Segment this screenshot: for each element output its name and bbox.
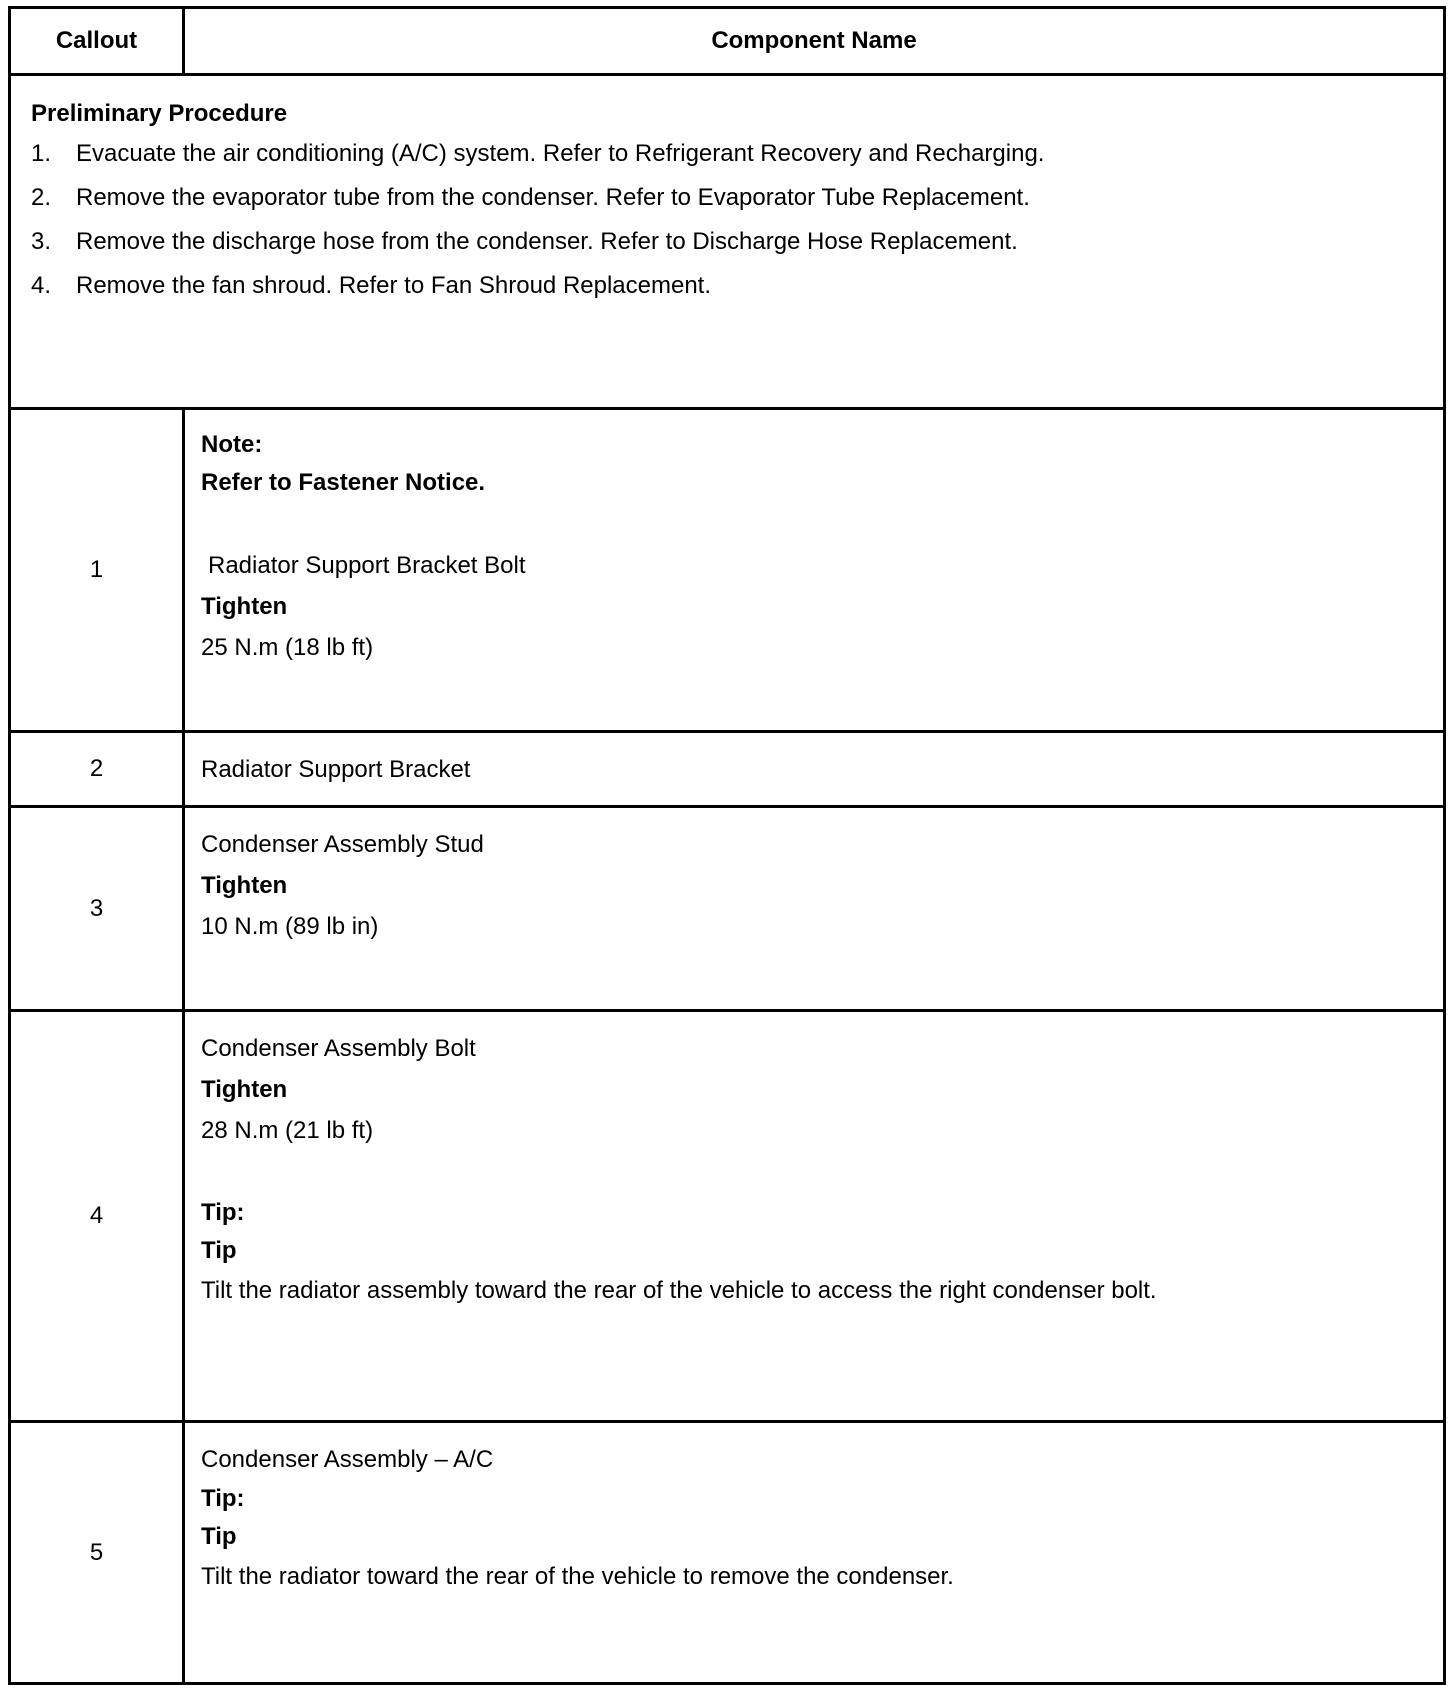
list-item [31,132,1423,176]
component-cell [185,808,1443,1009]
tip-label: Tip: [201,1485,245,1512]
component-name-column-header: Component Name [711,27,917,54]
torque-value: 28 N.m (21 lb ft) [201,1117,374,1144]
component-cell [185,410,1443,730]
spacer [201,502,1443,545]
tighten-label: Tighten [201,1076,288,1103]
preliminary-steps-list [31,132,1423,308]
table-row [8,1012,1446,1423]
component-table [8,6,1446,1685]
callout-number: 2 [11,733,185,805]
list-item [31,264,1423,308]
step-text: Remove the evaporator tube from the condenser. Refer to Evaporator Tube Replacement. [76,184,1030,211]
component-name: Condenser Assembly – A/C [201,1446,494,1473]
component-cell [185,733,1443,805]
step-number: 4. [31,272,52,299]
component-cell [185,1423,1443,1682]
list-item [31,176,1423,220]
component-name: Condenser Assembly Stud [201,831,484,858]
spacer [201,1151,1443,1194]
torque-value: 25 N.m (18 lb ft) [201,634,374,661]
preliminary-procedure-title: Preliminary Procedure [31,100,288,127]
callout-column-header: Callout [11,9,185,73]
note-label: Note: [201,431,263,458]
tighten-label: Tighten [201,872,288,899]
table-row [8,1423,1446,1685]
component-name: Radiator Support Bracket [201,755,471,783]
table-row [8,808,1446,1012]
tip-heading: Tip [201,1523,237,1550]
step-number: 1. [31,140,52,167]
tip-text: Tilt the radiator toward the rear of the vehicle to remove the condenser. [201,1563,954,1590]
step-text: Evacuate the air conditioning (A/C) system. Refer to Refrigerant Recovery and Recharging. [76,140,1045,167]
callout-number: 1 [11,410,185,730]
tip-label: Tip: [201,1199,245,1226]
callout-number: 3 [11,808,185,1009]
step-text: Remove the discharge hose from the condenser. Refer to Discharge Hose Replacement. [76,228,1018,255]
component-name: Radiator Support Bracket Bolt [208,552,526,579]
step-number: 2. [31,184,52,211]
preliminary-procedure [8,76,1446,410]
table-header-row [8,6,1446,76]
table-row [8,733,1446,808]
step-number: 3. [31,228,52,255]
list-item [31,220,1423,264]
tip-text: Tilt the radiator assembly toward the rear of the vehicle to access the right condenser bolt. [201,1277,1157,1304]
tip-heading: Tip [201,1237,237,1264]
torque-value: 10 N.m (89 lb in) [201,913,379,940]
tighten-label: Tighten [201,593,288,620]
table-row [8,410,1446,733]
callout-number: 4 [11,1012,185,1420]
component-cell [185,1012,1443,1420]
step-text: Remove the fan shroud. Refer to Fan Shroud Replacement. [76,272,712,299]
note-text: Refer to Fastener Notice. [201,469,486,496]
callout-number: 5 [11,1423,185,1682]
component-name: Condenser Assembly Bolt [201,1035,476,1062]
